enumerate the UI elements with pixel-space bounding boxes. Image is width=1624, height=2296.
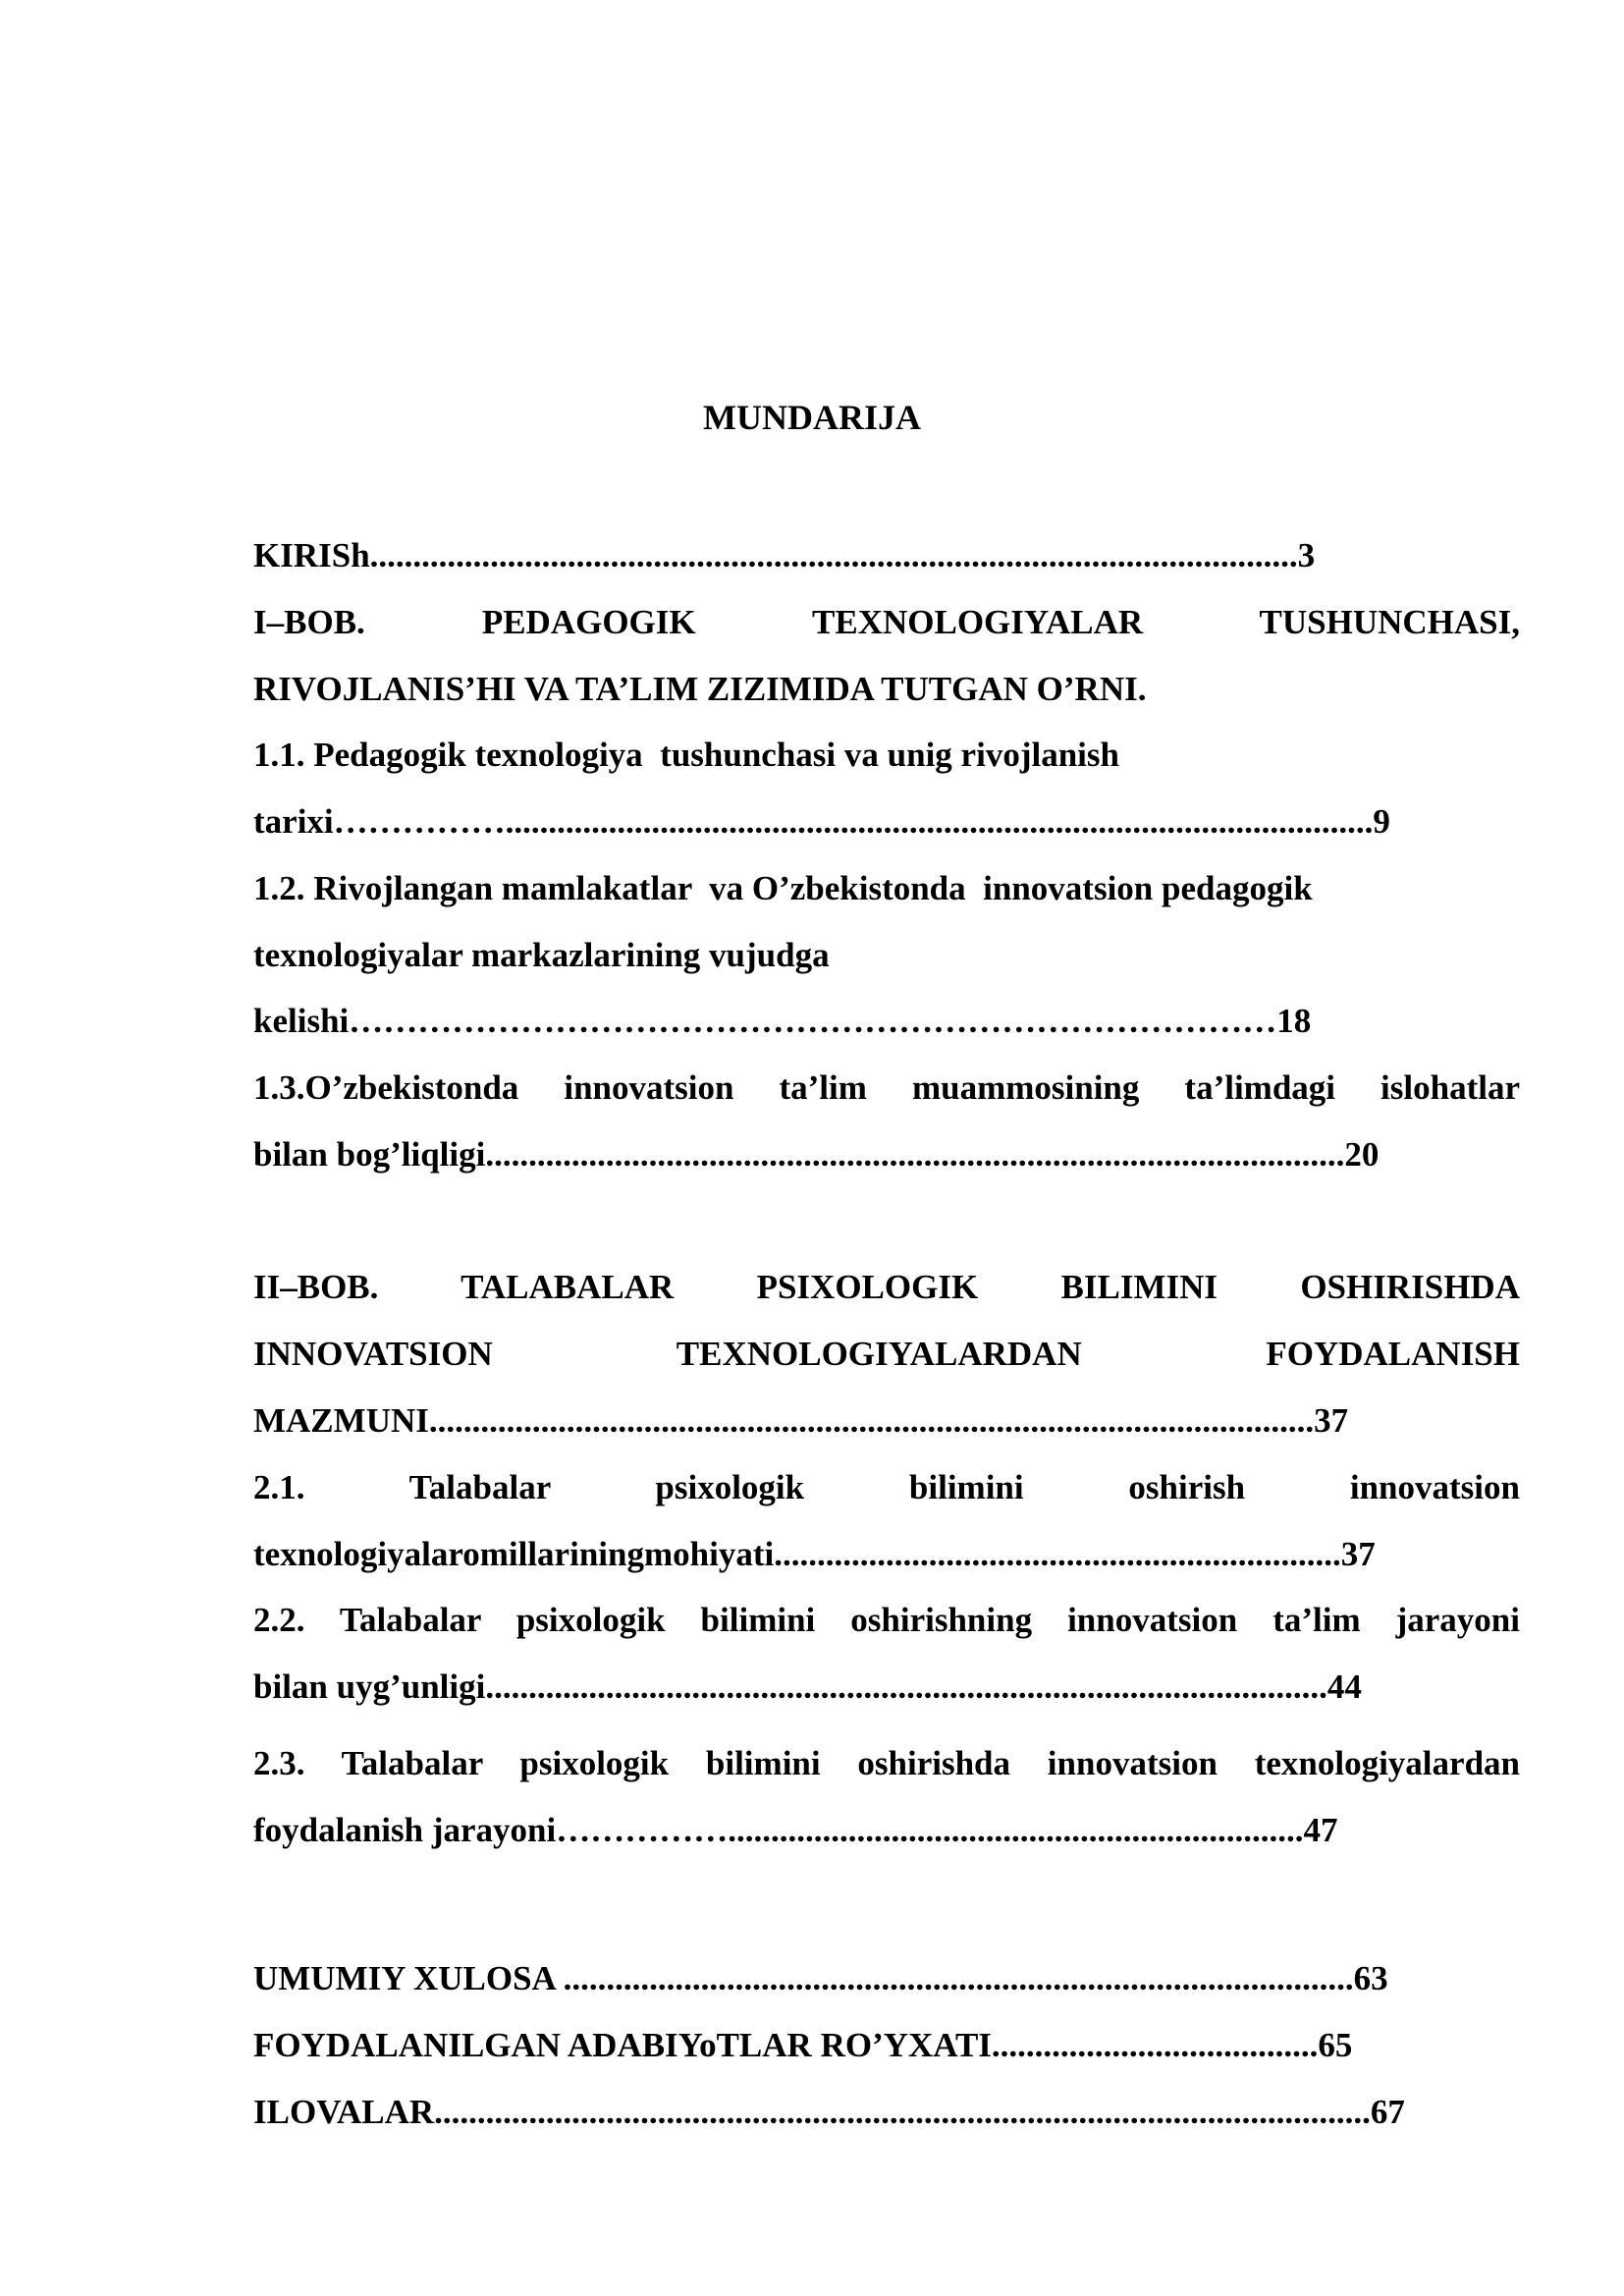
toc-entry-1-3-cont: bilan bog’liqligi....................................................................................................20 — [253, 1135, 1380, 1174]
toc-entry-2-3: 2.3. Talabalar psixologik bilimini oshirishda innovatsion texnologiyalardan — [253, 1744, 1520, 1782]
toc-entry-2-1-cont: texnologiyalaromillariningmohiyati..................................................................37 — [253, 1535, 1376, 1573]
toc-entry-1-2-cont: texnologiyalar markazlarining vujudga — [253, 936, 830, 974]
toc-entry-1-1-cont: tarixi…………….....................................................................................................9 — [253, 802, 1390, 841]
toc-entry-xulosa: UMUMIY XULOSA ............................................................................................63 — [253, 1959, 1388, 1997]
toc-entry-2-2: 2.2. Talabalar psixologik bilimini oshirishning innovatsion ta’lim jarayoni — [253, 1601, 1520, 1639]
toc-entry-1-2-end: kelishi………………………………………………………………………18 — [253, 1002, 1312, 1040]
toc-entry-1-3: 1.3.O’zbekistonda innovatsion ta’lim muammosining ta’limdagi islohatlar — [253, 1068, 1520, 1107]
toc-chapter-2-heading-cont: INNOVATSION TEXNOLOGIYALARDAN FOYDALANISH — [253, 1335, 1520, 1373]
toc-entry-2-2-cont: bilan uyg’unligi..................................................................................................44 — [253, 1667, 1362, 1706]
toc-chapter-2-heading-end: MAZMUNI.......................................................................................................37 — [253, 1401, 1349, 1440]
toc-entry-1-2: 1.2. Rivojlangan mamlakatlar va O’zbekistonda innovatsion pedagogik — [253, 869, 1313, 907]
toc-entry-adabiyotlar: FOYDALANILGAN ADABIYoTLAR RO’YXATI......................................65 — [253, 2026, 1353, 2064]
toc-entry-ilovalar: ILOVALAR.............................................................................................................67 — [253, 2093, 1405, 2131]
page-title: MUNDARIJA — [703, 398, 921, 437]
toc-entry-1-1: 1.1. Pedagogik texnologiya tushunchasi va unig rivojlanish — [253, 736, 1119, 774]
toc-entry-2-3-cont: foydalanish jarayoni……………...................................................................47 — [253, 1811, 1338, 1849]
toc-chapter-2-heading: II–BOB. TALABALAR PSIXOLOGIK BILIMINI OSHIRISHDA — [253, 1268, 1520, 1306]
toc-chapter-1-heading: I–BOB. PEDAGOGIK TEXNOLOGIYALAR TUSHUNCHASI, — [253, 603, 1520, 641]
toc-entry-2-1: 2.1. Talabalar psixologik bilimini oshirish innovatsion — [253, 1468, 1520, 1506]
toc-entry-kirish: KIRISh............................................................................................................3 — [253, 536, 1316, 574]
toc-chapter-1-heading-cont: RIVOJLANIS’HI VA TA’LIM ZIZIMIDA TUTGAN O’RNI. — [253, 670, 1147, 708]
